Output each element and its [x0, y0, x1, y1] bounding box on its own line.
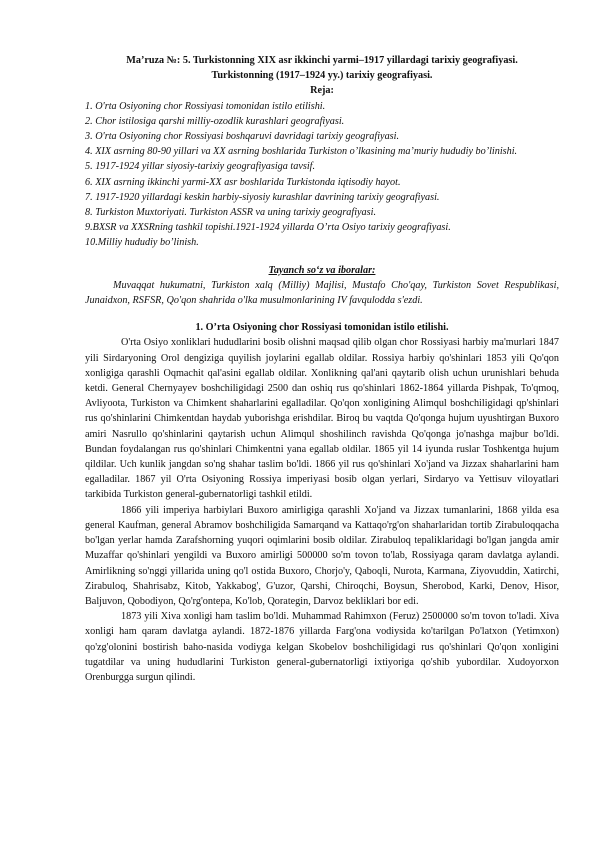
lecture-page: [85, 53, 559, 685]
spacer: [85, 308, 559, 320]
spacer: [85, 251, 559, 263]
plan-item-5: 5. 1917-1924 yillar siyosiy-tarixiy geografiyasiga tavsif.: [85, 161, 316, 173]
plan-item-3: 3. O'rta Osiyoning chor Rossiyasi boshqaruvi davridagi tarixiy geografiyasi.: [85, 131, 400, 143]
lecture-title-line2: Turkistonning (1917–1924 yy.) tarixiy geografiyasi.: [211, 70, 433, 82]
plan-item-10: 10.Milliy hududiy bo’linish.: [85, 237, 199, 249]
plan-list: [85, 99, 559, 251]
plan-item-9: 9.BXSR va XXSRning tashkil topishi.1921-1924 yillarda O’rta Osiyo tarixiy geografiyasi.: [85, 222, 451, 234]
keywords-text: Muvaqqat hukumatni, Turkiston xalq (Milliy) Majlisi, Mustafo Cho'qay, Turkiston Sovet Respublikasi, Junaidxon, RSFSR, Qo'qon shahrida o'lka musulmonlarining IV favqulodda s'ezdi.: [85, 279, 559, 307]
section-paragraph-3: 1873 yili Xiva xonligi ham taslim bo'ldi. Muhammad Rahimxon (Feruz) 2500000 so'm tovon to'ladi. Xiva xonligi ham qaram davlatga aylandi. 1872-1876 yillarda Farg'ona vodiysida ko'tarilgan Po'latxon (Yetimxon) qo'zg'olonini bostirish baho-nasida vodiyga kelgan Skobelov boshchiligidagi rus qo'shinlari Qo'qon xonligini tugatdilar va uning hududlarini Turkiston general-gubernatorligi ixtiyoriga qo'shib yubordilar. Xudoyorxon Orenburgga surgun qilindi.: [85, 611, 559, 683]
plan-item-8: 8. Turkiston Muxtoriyati. Turkiston ASSR va uning tarixiy geografiyasi.: [85, 207, 376, 219]
plan-label: Reja:: [310, 85, 334, 97]
section-paragraph-1: O'rta Osiyo xonliklari hududlarini bosib olishni maqsad qilib olgan chor Rossiyasi harbiy ma'murlari 1847 yili Sirdaryoning Orol dengiziga quyilish joylarini egallab oldilar. Rossiya harbiy qo'shinlari 1853 yili Qo'qon xonligiga qarashli Oqmachit qal'asini egallab oldilar. Xonlikning qal'ani qaytarib olish uchun urunishlari behuda ketdi. General Chernyayev boshchiligidagi 2500 dan oshiq rus qo'shinlari 1862-1864 yillarda Pishpak, To'qmoq, Avliyoota, Turkiston va Chimkent shaharlarini egalladilar. Qo'qon xonligining Alimqul boshchiligidagi qp'shinlari rus qo'shinlarini Chimkentdan haydab yuborishga erishdilar. Biroq bu vaqtda Qo'qonga hujum uyushtirgan Buxoro amiri Nasrullo qo'shinlarini qaytarish uchun Alimqul shoshilinch ravishda Qo'qonga jo'nashga majbur bo'ldi. Bundan foydalangan rus qo'shinlari Chimkentni yana egallab oldilar. 1865 yil 14 iyunda ruslar Toshkentga hujum qildilar. Uch kunlik jangdan so'ng shahar taslim bo'ldi. 1866 yil rus qo'shinlari Xo'jand va Jizzax shaharlarini ham egalladilar. 1867 yil O'rta Osiyoning Rossiya imperiyasi bosib olgan yerlari, Sirdaryo va Yettisuv viloyatlari tarkibida Turkiston general-gubernatorligi tashkil etildi.: [85, 337, 559, 501]
plan-item-4: 4. XIX asrning 80-90 yillari va XX asrning boshlarida Turkiston o’lkasining ma’muriy hududiy bo’linishi.: [85, 146, 518, 158]
keywords-heading: Tayanch so‘z va iboralar:: [268, 264, 376, 276]
plan-item-2: 2. Chor istilosiga qarshi milliy-ozodlik kurashlari geografiyasi.: [85, 115, 345, 127]
lecture-title-line1: Ma’ruza №: 5. Turkistonning XIX asr ikkinchi yarmi–1917 yillardagi tarixiy geografiyasi.: [126, 55, 518, 66]
section-paragraph-2: 1866 yili imperiya harbiylari Buxoro amirligiga qarashli Xo'jand va Jizzax tumanlarini, 1868 yilda esa general Kaufman, general Abramov boshchiligida Samarqand va Kattaqo'rg'on shaharlaridan tortib Zirabuloqqacha bo'lgan yerlar hamda Zarafshorning yuqori oqimlarini bosib oldilar. Zirabuloq tepaliklaridagi bo'lgan jangda amir Muzaffar qo'shinlari yengildi va Buxoro amirligi 500000 so'm tovon to'lab, Rossiyaga qaram davlatga aylandi. Amirlikning so'nggi yillarida uning qo'l ostida Buxoro, Chorjo'y, Qaboqli, Nurota, Karmana, Ziyovuddin, Xatirchi, Zirabuloq, Shahrisabz, Kitob, Yakkabog', G'uzor, Qarshi, Chiroqchi, Boysun, Sherobod, Karki, Denov, Hisor, Baljuvon, Qobodiyon, Qo'rg'ontepa, Ko'lob, Qorategin, Darvoz bekliklari bor edi.: [85, 504, 559, 607]
plan-item-7: 7. 1917-1920 yillardagi keskin harbiy-siyosiy kurashlar davrining tarixiy geografiyasi.: [85, 191, 440, 203]
plan-item-6: 6. XIX asrning ikkinchi yarmi-XX asr boshlarida Turkistonda iqtisodiy hayot.: [85, 176, 401, 188]
plan-item-1: 1. O'rta Osiyoning chor Rossiyasi tomonidan istilo etilishi.: [85, 100, 326, 112]
section-heading: 1. O’rta Osiyoning chor Rossiyasi tomonidan istilo etilishi.: [195, 322, 449, 334]
